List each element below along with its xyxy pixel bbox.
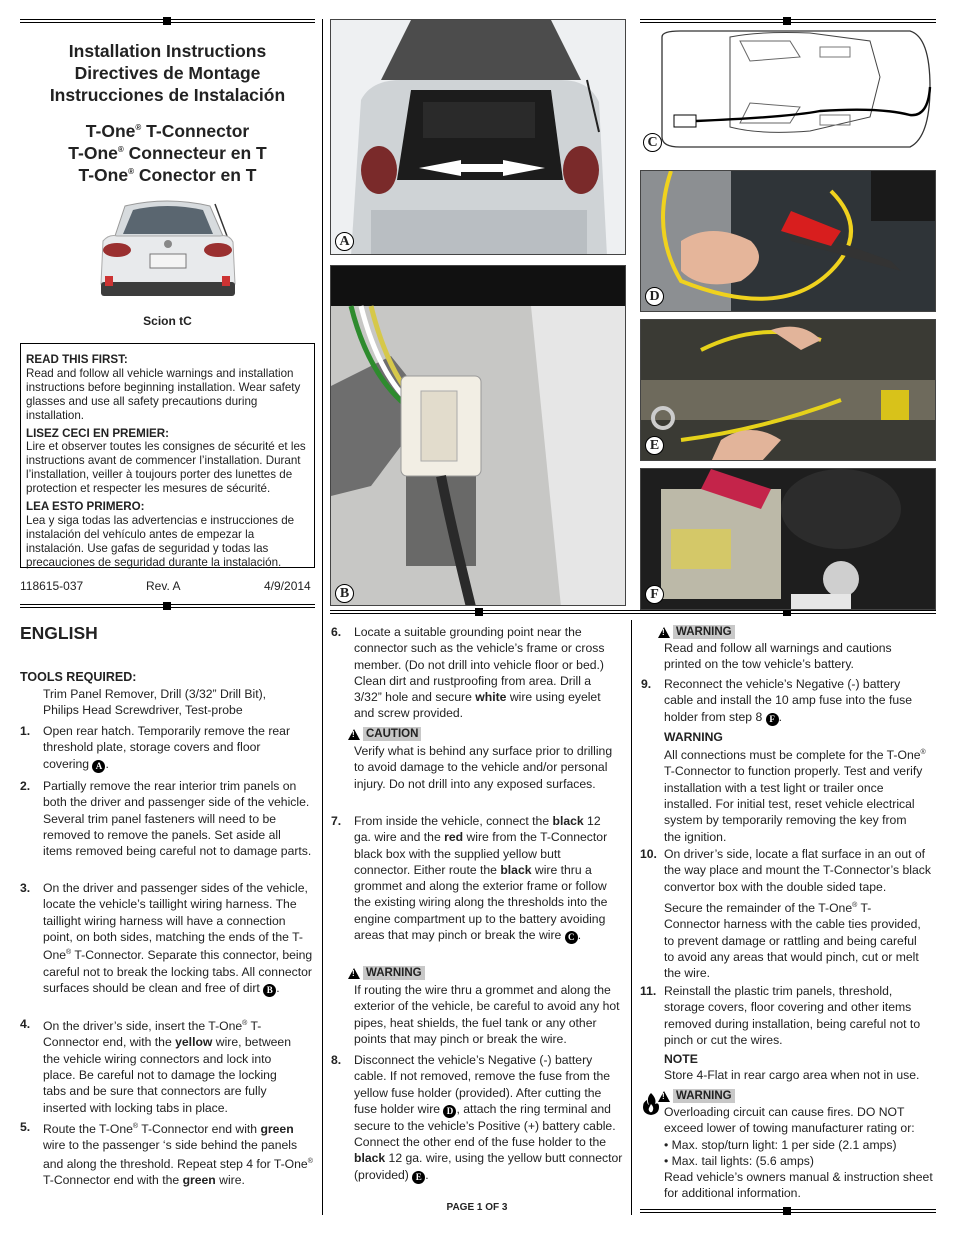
photo-label-e: E bbox=[645, 436, 664, 455]
ref-c-badge: C bbox=[565, 931, 578, 944]
vehicle-caption: Scion tC bbox=[143, 314, 192, 328]
fire-warning-text: Overloading circuit can cause fires. DO NOT exceed lower of towing manufacturer rating or: • Max. stop/turn light: 1 per side (2.1 amps) • Max. tail lights: (5.6 amps) Read vehicle’s owners manual & instruction sheet for additional information. bbox=[664, 1105, 933, 1201]
ref-e-badge: E bbox=[412, 1171, 425, 1184]
warning-label-1: ! WARNING bbox=[348, 966, 425, 983]
warning-triangle-icon bbox=[348, 968, 360, 979]
read-first-text-en: Read and follow all vehicle warnings and installation instructions before beginning installation. Wear safety glasses and use all safety precautions during installation. bbox=[26, 366, 301, 422]
step-10-secure-text: Secure the remainder of the T-One® T-Connector harness with the cable ties provided, to prevent damage or rattling and being careful to avoid any areas that would pinch, cut or melt the wire. bbox=[664, 901, 921, 981]
step-10: 10. On driver’s side, locate a flat surface in an out of the way place and mount the T-Connector’s black convertor box with the double sided tape. bbox=[640, 847, 931, 894]
caution-label: ! CAUTION bbox=[348, 727, 421, 744]
photo-f-battery-fuse bbox=[640, 468, 936, 610]
step-7: 7. From inside the vehicle, connect the black 12 ga. wire and the red wire from the T-Connector black box with the supplied yellow butt connector. Either route the black wire thru a grommet and along the exterior frame or follow the existing wiring along the thresholds into the engine compartment up to the battery avoiding areas that may pinch or break the wire C . bbox=[331, 814, 608, 943]
step-4: 4. On the driver’s side, insert the T-One® T-Connector end, with the yellow wire, between the vehicle wiring connectors and lock into place. Be careful not to damage the locking tabs and be sure that connectors are fully inserted with locking tabs in place. bbox=[20, 1017, 291, 1115]
photo-label-d: D bbox=[645, 287, 664, 306]
photo-c-vehicle-diagram bbox=[640, 27, 936, 162]
warning-label-2: ! WARNING bbox=[658, 625, 735, 642]
photo-label-f: F bbox=[645, 585, 664, 604]
vehicle-rear-image bbox=[95, 196, 240, 308]
warning-triangle-icon bbox=[658, 1091, 670, 1102]
warning-label-4: ! WARNING bbox=[658, 1089, 735, 1106]
photo-d-cutting-wire bbox=[640, 170, 936, 312]
title-french: Directives de Montage bbox=[74, 63, 261, 83]
column-divider-2 bbox=[631, 620, 632, 1215]
page-number: PAGE 1 OF 3 bbox=[446, 1202, 508, 1213]
revision: Rev. A bbox=[146, 579, 181, 593]
step-5: 5. Route the T-One® T-Connector end with green wire to the passenger ‘s side behind the panels and along the threshold. Repeat step 4 for T-One® T-Connector end with the green wire. bbox=[20, 1120, 313, 1188]
column-divider-1 bbox=[322, 19, 323, 1215]
ref-f-badge: F bbox=[766, 713, 779, 726]
ref-b-badge: B bbox=[263, 984, 276, 997]
warning-text-2: Read and follow all warnings and cautions printed on the tow vehicle’s battery. bbox=[664, 641, 892, 672]
read-first-heading-es: LEA ESTO PRIMERO: bbox=[26, 500, 145, 514]
bottom-marker-right bbox=[783, 1207, 791, 1215]
step-9: 9. Reconnect the vehicle’s Negative (-) battery cable and install the 10 amp fuse into the fuse holder from step 8 F . bbox=[641, 677, 912, 724]
read-first-text-fr: Lire et observer toutes les consignes de sécurité et les instructions avant de commencer l’installation. Durant l’installation, veiller à toujours porter des lunettes de protection et respecter les mesures de sécurité. bbox=[26, 440, 306, 496]
english-heading: ENGLISH bbox=[20, 623, 98, 643]
read-first-text-es: Lea y siga todas las advertencias e instrucciones de instalación del vehículo antes de empezar la instalación. Use gafas de seguridad y todas las precauciones de seguridad durante la instalación. bbox=[26, 513, 295, 569]
product-name-en: T-One® T-Connector bbox=[85, 120, 250, 141]
document-date: 4/9/2014 bbox=[264, 579, 311, 593]
read-first-heading-fr: LISEZ CECI EN PREMIER: bbox=[26, 426, 170, 440]
warning-heading-3: WARNING bbox=[664, 730, 723, 744]
step-1: 1. Open rear hatch. Temporarily remove the rear threshold plate, storage covers and floor covering A . bbox=[20, 724, 291, 771]
step-3: 3. On the driver and passenger sides of the vehicle, locate the vehicle’s taillight wiring harness. The taillight wiring harness will have a connection point, on both sides, matching the ends of the T-One® T-Connector. Separate this connector, being careful not to break the locking tabs. All connector surfaces should be clean and free of dirt B . bbox=[20, 881, 313, 995]
ref-d-badge: D bbox=[443, 1105, 456, 1118]
step-6: 6. Locate a suitable grounding point near the connector such as the vehicle’s frame or cross member. (Do not drill into vehicle floor or bed.) Clean dirt and rustproofing from area. Drill a 3/32” hole and secure white wire using eyelet and screw provided. bbox=[331, 625, 605, 721]
warning-text-1: If routing the wire thru a grommet and along the exterior of the vehicle, be careful to avoid any hot pipes, heat shields, the fuel tank or any other points that may pinch or break the wire. bbox=[354, 983, 620, 1046]
product-name-es: T-One® Conector en T bbox=[78, 164, 257, 185]
top-marker-right bbox=[783, 17, 791, 25]
mid-rule-right bbox=[330, 610, 936, 611]
step-8: 8. Disconnect the vehicle’s Negative (-) battery cable. If not removed, remove the fuse from the yellow fuse holder (provided). After cutting the fuse holder wire D , attach the ring terminal and secure to the vehicle’s Positive (+) battery cable. Connect the other end of the fuse holder to the black 12 ga. wire, using the yellow butt connector (provided) E . bbox=[331, 1053, 623, 1182]
ref-a-badge: A bbox=[92, 760, 105, 773]
note-text: Store 4-Flat in rear cargo area when not in use. bbox=[664, 1068, 920, 1082]
photo-a-rear-hatch bbox=[330, 19, 626, 255]
product-name-fr: T-One® Connecteur en T bbox=[68, 142, 267, 163]
step-2: 2. Partially remove the rear interior trim panels on both the driver and passenger side of the vehicle. Several trim panel fasteners will need to be removed to remove the panels. Set aside all items removed being careful not to damage parts. bbox=[20, 779, 312, 859]
photo-label-b: B bbox=[335, 584, 354, 603]
warning-triangle-icon bbox=[348, 729, 360, 740]
mid-marker-left bbox=[163, 602, 171, 610]
photo-label-a: A bbox=[335, 232, 354, 251]
step-11: 11. Reinstall the plastic trim panels, threshold, storage covers, floor covering and other items removed during installation, being careful not to pinch or cut the wires. bbox=[640, 984, 921, 1047]
photo-label-c: C bbox=[643, 133, 662, 152]
photo-e-ring-terminal bbox=[640, 319, 936, 461]
photo-b-connector bbox=[330, 265, 626, 606]
tools-text: Trim Panel Remover, Drill (3/32” Drill Bit), Philips Head Screwdriver, Test-probe bbox=[43, 687, 267, 718]
title-english: Installation Instructions bbox=[68, 41, 267, 61]
part-number: 118615-037 bbox=[20, 579, 84, 593]
tools-heading: TOOLS REQUIRED: bbox=[20, 670, 137, 684]
mid-rule-right-b bbox=[330, 613, 936, 614]
mid-marker-right bbox=[475, 608, 483, 616]
caution-text: Verify what is behind any surface prior to drilling to avoid damage to the vehicle and/or personal injury. Do not drill into any exposed surfaces. bbox=[354, 744, 613, 791]
title-spanish: Instrucciones de Instalación bbox=[49, 85, 286, 105]
read-first-box bbox=[20, 343, 315, 568]
warning-triangle-icon bbox=[658, 627, 670, 638]
top-marker-left bbox=[163, 17, 171, 25]
note-heading: NOTE bbox=[664, 1052, 698, 1066]
warning-text-3: All connections must be complete for the T-One® T-Connector to function properly. Test and verify installation with a test light or trailer once installed. For initial test, reset vehicle electrical system by temporarily removing the key from the ignition. bbox=[664, 748, 926, 844]
read-first-heading-en: READ THIS FIRST: bbox=[26, 353, 128, 366]
